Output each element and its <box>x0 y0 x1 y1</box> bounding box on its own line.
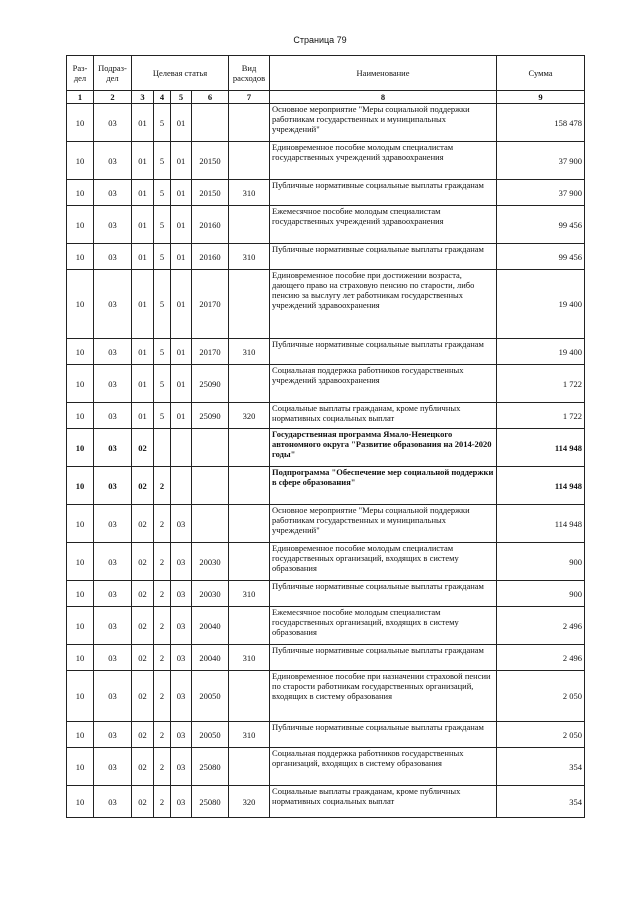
cell-code-event: 01 <box>171 339 192 365</box>
cell-naimenovanie: Основное мероприятие "Меры социальной поддержки работникам государственных и муниципальных учреждений" <box>270 104 497 142</box>
cell-code-event: 01 <box>171 403 192 429</box>
cell-code-subprogram <box>154 429 171 467</box>
header-podrazdel: Подраз- дел <box>94 56 132 91</box>
column-number: 2 <box>94 91 132 104</box>
cell-code-program: 01 <box>132 206 154 244</box>
table-row <box>67 645 585 671</box>
cell-code-direction: 20160 <box>192 206 229 244</box>
cell-razdel: 10 <box>67 671 94 722</box>
cell-podrazdel: 03 <box>94 671 132 722</box>
header-naimenovanie: Наименование <box>270 56 497 91</box>
cell-naimenovanie: Социальная поддержка работников государственных организаций, входящих в систему образования <box>270 748 497 786</box>
cell-podrazdel: 03 <box>94 365 132 403</box>
cell-code-subprogram: 2 <box>154 748 171 786</box>
cell-naimenovanie: Ежемесячное пособие молодым специалистам государственных учреждений здравоохранения <box>270 206 497 244</box>
cell-vid-raskhodov: 310 <box>229 180 270 206</box>
cell-code-direction <box>192 104 229 142</box>
cell-code-program: 01 <box>132 270 154 339</box>
cell-code-program: 02 <box>132 429 154 467</box>
cell-code-subprogram: 5 <box>154 104 171 142</box>
cell-code-direction: 20150 <box>192 180 229 206</box>
cell-code-direction: 20050 <box>192 722 229 748</box>
cell-naimenovanie: Ежемесячное пособие молодым специалистам государственных организаций, входящих в систему образования <box>270 607 497 645</box>
cell-razdel: 10 <box>67 206 94 244</box>
cell-code-subprogram: 2 <box>154 505 171 543</box>
cell-code-program: 01 <box>132 244 154 270</box>
cell-podrazdel: 03 <box>94 244 132 270</box>
column-number-row <box>67 91 585 104</box>
cell-summa: 158 478 <box>497 104 585 142</box>
table-row <box>67 581 585 607</box>
cell-code-program: 02 <box>132 607 154 645</box>
cell-razdel: 10 <box>67 180 94 206</box>
cell-code-event: 01 <box>171 180 192 206</box>
cell-summa: 114 948 <box>497 505 585 543</box>
cell-summa: 19 400 <box>497 270 585 339</box>
column-number: 1 <box>67 91 94 104</box>
cell-podrazdel: 03 <box>94 467 132 505</box>
cell-vid-raskhodov: 320 <box>229 403 270 429</box>
cell-summa: 354 <box>497 786 585 818</box>
table-row <box>67 429 585 467</box>
cell-code-subprogram: 2 <box>154 645 171 671</box>
cell-razdel: 10 <box>67 607 94 645</box>
cell-code-event: 03 <box>171 645 192 671</box>
cell-code-program: 01 <box>132 403 154 429</box>
cell-vid-raskhodov: 310 <box>229 244 270 270</box>
cell-razdel: 10 <box>67 505 94 543</box>
cell-code-subprogram: 5 <box>154 180 171 206</box>
cell-code-direction: 20030 <box>192 581 229 607</box>
cell-code-subprogram: 2 <box>154 467 171 505</box>
cell-vid-raskhodov <box>229 607 270 645</box>
cell-code-subprogram: 2 <box>154 581 171 607</box>
cell-code-event: 03 <box>171 671 192 722</box>
table-row <box>67 142 585 180</box>
cell-vid-raskhodov <box>229 543 270 581</box>
cell-code-subprogram: 5 <box>154 403 171 429</box>
column-number: 8 <box>270 91 497 104</box>
cell-code-event: 01 <box>171 244 192 270</box>
cell-code-program: 01 <box>132 365 154 403</box>
cell-code-program: 02 <box>132 748 154 786</box>
cell-code-program: 02 <box>132 467 154 505</box>
cell-code-event: 01 <box>171 270 192 339</box>
table-row <box>67 270 585 339</box>
cell-naimenovanie: Государственная программа Ямало-Ненецкого автономного округа "Развитие образования на 2014-2020 годы" <box>270 429 497 467</box>
cell-podrazdel: 03 <box>94 270 132 339</box>
cell-code-subprogram: 2 <box>154 786 171 818</box>
cell-code-event: 03 <box>171 543 192 581</box>
cell-razdel: 10 <box>67 244 94 270</box>
cell-code-event: 03 <box>171 748 192 786</box>
cell-code-subprogram: 5 <box>154 270 171 339</box>
cell-code-event: 01 <box>171 104 192 142</box>
cell-summa: 1 722 <box>497 365 585 403</box>
table-body <box>67 104 585 818</box>
table-row <box>67 722 585 748</box>
cell-code-direction: 20150 <box>192 142 229 180</box>
cell-vid-raskhodov <box>229 365 270 403</box>
header-summa: Сумма <box>497 56 585 91</box>
cell-summa: 2 496 <box>497 645 585 671</box>
cell-vid-raskhodov <box>229 142 270 180</box>
budget-table <box>66 55 585 818</box>
cell-vid-raskhodov: 320 <box>229 786 270 818</box>
cell-code-event: 03 <box>171 786 192 818</box>
cell-naimenovanie: Социальная поддержка работников государственных учреждений здравоохранения <box>270 365 497 403</box>
cell-summa: 99 456 <box>497 244 585 270</box>
cell-razdel: 10 <box>67 429 94 467</box>
cell-summa: 19 400 <box>497 339 585 365</box>
cell-vid-raskhodov <box>229 270 270 339</box>
column-number: 9 <box>497 91 585 104</box>
cell-vid-raskhodov <box>229 748 270 786</box>
cell-podrazdel: 03 <box>94 748 132 786</box>
column-number: 4 <box>154 91 171 104</box>
cell-summa: 1 722 <box>497 403 585 429</box>
cell-summa: 114 948 <box>497 429 585 467</box>
cell-code-subprogram: 2 <box>154 607 171 645</box>
header-celevaya-statya: Целевая статья <box>132 56 229 91</box>
column-number: 3 <box>132 91 154 104</box>
cell-code-program: 01 <box>132 180 154 206</box>
cell-naimenovanie: Публичные нормативные социальные выплаты гражданам <box>270 645 497 671</box>
cell-podrazdel: 03 <box>94 581 132 607</box>
cell-summa: 900 <box>497 543 585 581</box>
cell-code-event <box>171 467 192 505</box>
cell-vid-raskhodov <box>229 671 270 722</box>
cell-naimenovanie: Публичные нормативные социальные выплаты гражданам <box>270 244 497 270</box>
cell-razdel: 10 <box>67 142 94 180</box>
cell-code-direction: 25090 <box>192 365 229 403</box>
cell-code-program: 01 <box>132 104 154 142</box>
cell-code-event: 03 <box>171 607 192 645</box>
table-row <box>67 748 585 786</box>
table-row <box>67 467 585 505</box>
cell-vid-raskhodov: 310 <box>229 339 270 365</box>
cell-code-direction: 20170 <box>192 339 229 365</box>
cell-vid-raskhodov <box>229 429 270 467</box>
cell-code-direction: 20040 <box>192 645 229 671</box>
cell-code-direction <box>192 429 229 467</box>
cell-code-subprogram: 2 <box>154 671 171 722</box>
cell-code-program: 01 <box>132 339 154 365</box>
cell-razdel: 10 <box>67 722 94 748</box>
table-row <box>67 206 585 244</box>
cell-vid-raskhodov <box>229 467 270 505</box>
cell-code-subprogram: 5 <box>154 365 171 403</box>
cell-code-subprogram: 5 <box>154 142 171 180</box>
header-razdel: Раз- дел <box>67 56 94 91</box>
cell-code-subprogram: 2 <box>154 543 171 581</box>
cell-code-event <box>171 429 192 467</box>
cell-code-program: 02 <box>132 543 154 581</box>
cell-code-event: 03 <box>171 581 192 607</box>
cell-summa: 900 <box>497 581 585 607</box>
cell-razdel: 10 <box>67 403 94 429</box>
cell-podrazdel: 03 <box>94 786 132 818</box>
cell-podrazdel: 03 <box>94 142 132 180</box>
cell-summa: 99 456 <box>497 206 585 244</box>
cell-naimenovanie: Основное мероприятие "Меры социальной поддержки работникам государственных и муниципальных учреждений" <box>270 505 497 543</box>
cell-code-program: 01 <box>132 142 154 180</box>
cell-razdel: 10 <box>67 467 94 505</box>
cell-code-program: 02 <box>132 722 154 748</box>
cell-naimenovanie: Единовременное пособие молодым специалистам государственных учреждений здравоохранения <box>270 142 497 180</box>
page-label: Страница 79 <box>293 35 347 45</box>
cell-code-direction <box>192 505 229 543</box>
column-number: 7 <box>229 91 270 104</box>
cell-razdel: 10 <box>67 748 94 786</box>
cell-summa: 2 050 <box>497 722 585 748</box>
cell-naimenovanie: Подпрограмма "Обеспечение мер социальной поддержки в сфере образования" <box>270 467 497 505</box>
cell-code-event: 03 <box>171 505 192 543</box>
cell-podrazdel: 03 <box>94 180 132 206</box>
cell-podrazdel: 03 <box>94 104 132 142</box>
cell-naimenovanie: Единовременное пособие молодым специалистам государственных организаций, входящих в систему образования <box>270 543 497 581</box>
cell-podrazdel: 03 <box>94 429 132 467</box>
cell-code-subprogram: 2 <box>154 722 171 748</box>
table-row <box>67 339 585 365</box>
table-row <box>67 104 585 142</box>
cell-summa: 37 900 <box>497 142 585 180</box>
table-row <box>67 180 585 206</box>
cell-razdel: 10 <box>67 339 94 365</box>
cell-code-event: 01 <box>171 142 192 180</box>
cell-summa: 37 900 <box>497 180 585 206</box>
cell-podrazdel: 03 <box>94 339 132 365</box>
cell-code-program: 02 <box>132 786 154 818</box>
cell-code-subprogram: 5 <box>154 244 171 270</box>
cell-vid-raskhodov <box>229 206 270 244</box>
cell-code-event: 01 <box>171 365 192 403</box>
cell-razdel: 10 <box>67 543 94 581</box>
cell-podrazdel: 03 <box>94 403 132 429</box>
header-vid-raskhodov: Вид расходов <box>229 56 270 91</box>
cell-naimenovanie: Единовременное пособие при назначении страховой пенсии по старости работникам государственных организаций, входящих в систему образования <box>270 671 497 722</box>
cell-summa: 2 496 <box>497 607 585 645</box>
table-row <box>67 786 585 818</box>
table-row <box>67 403 585 429</box>
cell-naimenovanie: Публичные нормативные социальные выплаты гражданам <box>270 581 497 607</box>
table-row <box>67 244 585 270</box>
table-row <box>67 671 585 722</box>
table-row <box>67 505 585 543</box>
cell-razdel: 10 <box>67 270 94 339</box>
cell-code-direction: 25090 <box>192 403 229 429</box>
cell-code-program: 02 <box>132 671 154 722</box>
column-number: 6 <box>192 91 229 104</box>
cell-naimenovanie: Социальные выплаты гражданам, кроме публичных нормативных социальных выплат <box>270 403 497 429</box>
cell-podrazdel: 03 <box>94 645 132 671</box>
cell-code-direction: 20030 <box>192 543 229 581</box>
cell-code-direction: 20160 <box>192 244 229 270</box>
cell-code-direction: 25080 <box>192 786 229 818</box>
cell-code-program: 02 <box>132 581 154 607</box>
cell-naimenovanie: Публичные нормативные социальные выплаты гражданам <box>270 722 497 748</box>
cell-code-subprogram: 5 <box>154 206 171 244</box>
cell-vid-raskhodov: 310 <box>229 645 270 671</box>
cell-code-event: 01 <box>171 206 192 244</box>
cell-code-event: 03 <box>171 722 192 748</box>
cell-code-program: 02 <box>132 645 154 671</box>
cell-naimenovanie: Единовременное пособие при достижении возраста, дающего право на страховую пенсию по старости, либо пенсию за выслугу лет работникам государственных учреждений здравоохранения <box>270 270 497 339</box>
cell-code-direction: 20170 <box>192 270 229 339</box>
cell-summa: 354 <box>497 748 585 786</box>
table-row <box>67 365 585 403</box>
cell-podrazdel: 03 <box>94 722 132 748</box>
table-row <box>67 543 585 581</box>
cell-vid-raskhodov: 310 <box>229 722 270 748</box>
cell-vid-raskhodov <box>229 505 270 543</box>
table-row <box>67 607 585 645</box>
cell-podrazdel: 03 <box>94 607 132 645</box>
cell-code-direction: 20050 <box>192 671 229 722</box>
cell-razdel: 10 <box>67 645 94 671</box>
cell-code-direction <box>192 467 229 505</box>
cell-vid-raskhodov: 310 <box>229 581 270 607</box>
cell-vid-raskhodov <box>229 104 270 142</box>
cell-code-direction: 20040 <box>192 607 229 645</box>
cell-podrazdel: 03 <box>94 505 132 543</box>
cell-naimenovanie: Социальные выплаты гражданам, кроме публичных нормативных социальных выплат <box>270 786 497 818</box>
column-number: 5 <box>171 91 192 104</box>
cell-code-direction: 25080 <box>192 748 229 786</box>
cell-podrazdel: 03 <box>94 543 132 581</box>
cell-naimenovanie: Публичные нормативные социальные выплаты гражданам <box>270 339 497 365</box>
cell-naimenovanie: Публичные нормативные социальные выплаты гражданам <box>270 180 497 206</box>
cell-code-program: 02 <box>132 505 154 543</box>
cell-razdel: 10 <box>67 104 94 142</box>
cell-summa: 114 948 <box>497 467 585 505</box>
cell-razdel: 10 <box>67 365 94 403</box>
cell-podrazdel: 03 <box>94 206 132 244</box>
cell-razdel: 10 <box>67 581 94 607</box>
cell-summa: 2 050 <box>497 671 585 722</box>
cell-razdel: 10 <box>67 786 94 818</box>
cell-code-subprogram: 5 <box>154 339 171 365</box>
header-row <box>67 56 585 91</box>
